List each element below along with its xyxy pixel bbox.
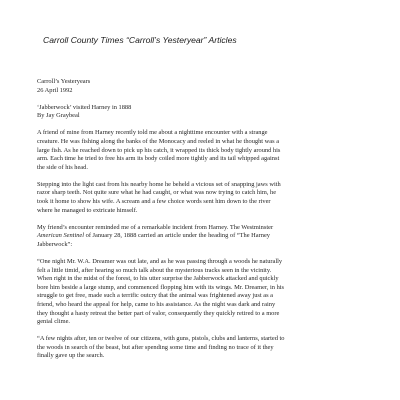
paragraph-line: the side of his head. (37, 163, 88, 171)
paragraph-line-rest: of January 28, 1888 carried an article under the heading of “The Harney (84, 232, 270, 240)
article-title: ‘Jabberwock’ visited Harney in 1888 (37, 103, 132, 111)
paragraph-5 (37, 335, 367, 361)
paragraph-line (37, 232, 367, 241)
publication-date: 26 April 1992 (37, 86, 73, 94)
paragraph-line: creature. He was fishing along the banks of the Monocacy and reeled in what he thought was a (37, 137, 280, 145)
paragraph-line: Stepping into the light cast from his nearby home he beheld a vicious set of snapping jaws with (37, 180, 281, 188)
paragraph-2 (37, 181, 367, 215)
column-name: Carroll’s Yesteryears (37, 78, 91, 85)
paragraph-line: large fish. As he reached down to pick up his catch, it wrapped its thick body tightly around his (37, 146, 281, 154)
paragraph-line: genial clime. (37, 318, 71, 326)
paragraph-line: “One night Mr. W.A. Dreamer was out late, and as he was passing through a woods he naturally (37, 258, 283, 265)
article-body (37, 78, 367, 370)
paragraph-line: When right in the midst of the forest, to his utter surprise the Jabberwock attacked and quickly (37, 275, 279, 283)
paragraph-4 (37, 258, 367, 327)
article-heading (37, 104, 367, 121)
paragraph-line: took it home to show his wife. A scream and a few choice words sent him down to the river (37, 198, 271, 206)
paragraph-line: struggle to get free, made such a terrific outcry that the animal was frightened away just as a (37, 292, 274, 300)
paragraph-line: A friend of mine from Harney recently told me about a nighttime encounter with a strange (37, 129, 268, 137)
paragraph-line: the woods in search of the beast, but after spending some time and finding no trace of it they (37, 343, 274, 351)
paragraph-line: friend, who heard the appeal for help, came to his assistance. As the night was dark and rainy (37, 300, 276, 308)
paragraph-line: arm. Each time he tried to free his arm its body coiled more tightly and its tail whipped against (37, 155, 280, 163)
column-info (37, 78, 367, 95)
page-header-title: Carroll County Times “Carroll’s Yesteryear” Articles (43, 35, 237, 45)
paragraph-line: razor sharp teeth. Not quite sure what he had caught, or what was now trying to catch him, he (37, 189, 277, 197)
paragraph-line: “A few nights after, ten or twelve of our citizens, with guns, pistols, clubs and lanterns, started to (37, 335, 285, 343)
paragraph-line: Jabberwock”: (37, 240, 73, 248)
paragraph-line: My friend’s encounter reminded me of a remarkable incident from Harney. The Westminster (37, 223, 274, 231)
article-byline: By Jay Graybeal (37, 112, 80, 120)
paragraph-3 (37, 224, 367, 250)
paragraph-1 (37, 129, 367, 172)
paragraph-line: where he managed to extricate himself. (37, 206, 138, 214)
paragraph-line: finally gave up the search. (37, 352, 105, 360)
paragraph-line: bore him beside a large stump, and commenced flopping him with its wings. Mr. Dreamer, in his (37, 283, 285, 291)
paragraph-line: they thought a hasty retreat the better part of valor, consequently they quickly retired to a more (37, 309, 280, 317)
paragraph-line: felt a little timid, after hearing so much talk about the mysterious tracks seen in the vicinity. (37, 266, 272, 274)
newspaper-name: American Sentinel (37, 232, 85, 240)
